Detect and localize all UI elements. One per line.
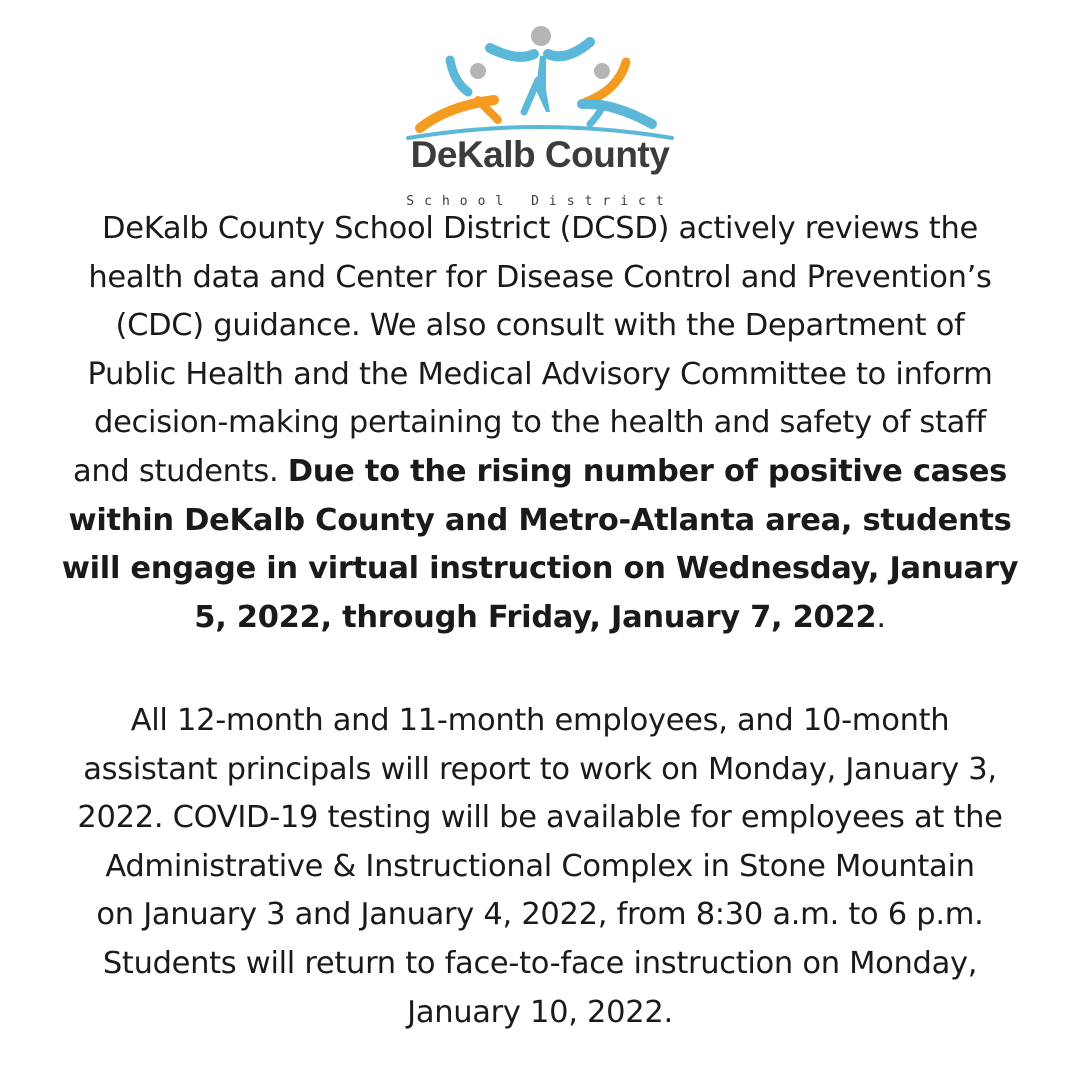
paragraph1-line: DeKalb County School District (DCSD) actively reviews the: [102, 211, 978, 246]
logo-right-head: [594, 63, 610, 79]
paragraph1-mixed-line: [30, 448, 1050, 497]
logo-left-arm-blue: [450, 60, 468, 92]
paragraph-virtual-instruction: [30, 205, 1050, 642]
paragraph2-line: 2022. COVID-19 testing will be available for employees at the: [77, 800, 1003, 836]
paragraph1-line6-plain: and students.: [72, 453, 288, 489]
paragraph1-line: Public Health and the Medical Advisory Committee to inform: [87, 356, 993, 392]
paragraph1-bold-line: will engage in virtual instruction on Wednesday, January: [61, 551, 1019, 587]
paragraph1-bold-line: within DeKalb County and Metro-Atlanta area, students: [68, 502, 1012, 538]
logo-center-right-arm: [548, 42, 590, 56]
paragraph2-line: All 12-month and 11-month employees, and 10-month: [130, 703, 950, 738]
paragraph2-line: January 10, 2022.: [407, 994, 673, 1030]
logo-center-left-leg: [524, 80, 538, 112]
paragraph1-line: (CDC) guidance. We also consult with the Department of: [115, 308, 965, 344]
paragraph1-line: decision-making pertaining to the health and safety of staff: [94, 405, 986, 441]
logo-name: DeKalb County: [410, 134, 670, 175]
paragraph1-last-bold: 5, 2022, through Friday, January 7, 2022: [194, 599, 877, 635]
logo-center-left-arm: [490, 48, 534, 57]
paragraph2-line: Administrative & Instructional Complex in Stone Mountain: [105, 848, 975, 884]
paragraph1-last-plain: .: [876, 599, 886, 635]
logo-center-head: [531, 26, 551, 46]
paragraph1-line: health data and Center for Disease Control and Prevention’s: [88, 259, 992, 295]
logo-right-leg-blue: [590, 108, 602, 124]
dekalb-county-school-district-logo: [390, 20, 690, 209]
paragraph2-line: on January 3 and January 4, 2022, from 8:30 a.m. to 6 p.m.: [96, 897, 984, 933]
logo-subtitle: School District: [406, 194, 674, 209]
logo-left-head: [470, 63, 486, 79]
paragraph2-line: Students will return to face-to-face instruction on Monday,: [102, 945, 978, 981]
paragraph1-final-line: [30, 594, 1050, 643]
paragraph1-line6-bold: Due to the rising number of positive cases: [287, 453, 1008, 489]
paragraph2-line: assistant principals will report to work on Monday, January 3,: [83, 751, 997, 787]
logo-figures-icon: [390, 20, 690, 145]
paragraph-employees-return: [30, 697, 1050, 1037]
